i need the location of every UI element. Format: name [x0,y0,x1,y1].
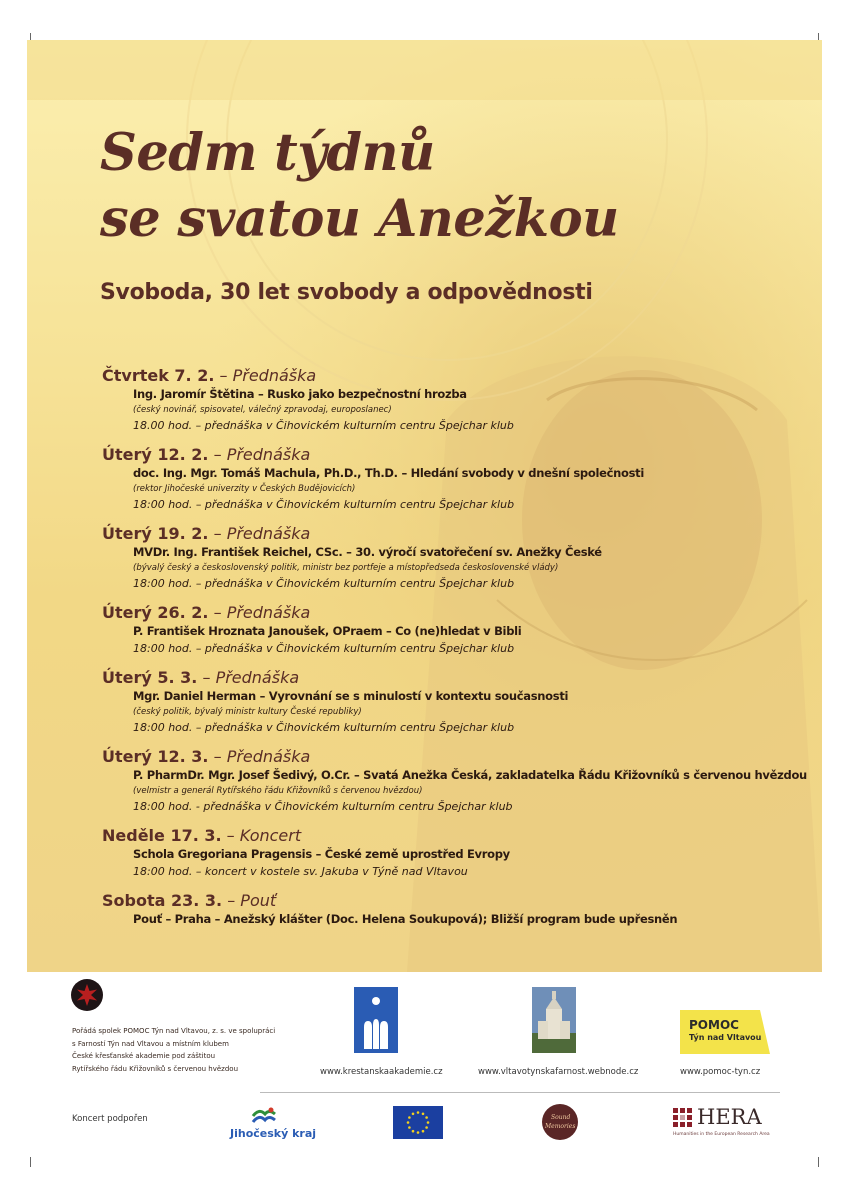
event-type: Pouť [240,891,277,910]
event-type: Přednáška [226,747,311,766]
event-speaker-topic: doc. Ing. Mgr. Tomáš Machula, Ph.D., Th.D. – Hledání svobody v dnešní společnosti [133,466,644,480]
hera-tagline: Humanities in the European Research Area [673,1132,770,1137]
event-time-place: 18:00 hod. - přednáška v Čihovickém kulturním centru Špejchar klub [133,800,513,813]
hera-logo-mark [673,1108,693,1128]
event-item [102,523,817,593]
church-photo-logo [532,987,576,1053]
event-item [102,667,817,737]
pomoc-logo-title: POMOC [689,1018,739,1032]
event-dash: – [219,366,228,385]
event-speaker-topic: Schola Gregoriana Pragensis – České země uprostřed Evropy [133,847,510,861]
cka-logo [354,987,398,1053]
event-speaker-topic: MVDr. Ing. František Reichel, CSc. – 30. výročí svatořečení sv. Anežky České [133,545,602,559]
pomoc-url[interactable]: www.pomoc-tyn.cz [680,1067,761,1077]
cka-url[interactable]: www.krestanskaakademie.cz [320,1067,443,1077]
event-item [102,365,817,435]
event-heading [102,602,817,623]
organizer-line: Pořádá spolek POMOC Týn nad Vltavou, z. s. ve spolupráci [72,1027,276,1035]
event-date: Úterý 19. 2. [102,524,209,543]
event-dash: – [202,668,211,687]
footer [0,972,848,1200]
farnost-url[interactable]: www.vltavotynskafarnost.webnode.cz [478,1067,639,1077]
event-item [102,602,817,658]
eu-flag-logo [393,1106,443,1139]
event-dash: – [227,891,236,910]
event-speaker-topic: Ing. Jaromír Štětina – Rusko jako bezpečnostní hrozba [133,387,467,401]
event-time-place: 18:00 hod. – přednáška v Čihovickém kulturním centru Špejchar klub [133,642,515,655]
organizer-text [72,1025,275,1075]
jihocesky-kraj-label: Jihočeský kraj [230,1127,317,1140]
event-heading [102,365,817,386]
event-time-place: 18:00 hod. – přednáška v Čihovickém kulturním centru Špejchar klub [133,721,515,734]
subtitle: Svoboda, 30 let svobody a odpovědnosti [100,280,593,305]
event-dash: – [213,445,222,464]
event-type: Přednáška [226,603,311,622]
event-type: Koncert [239,826,302,845]
event-type: Přednáška [215,668,300,687]
event-dash: – [213,603,222,622]
event-item [102,746,817,816]
event-date: Čtvrtek 7. 2. [102,366,215,385]
title-line-1: Sedm týdnů [100,123,435,183]
event-speaker-note: (rektor Jihočeské univerzity v Českých Budějovicích) [133,484,356,494]
pomoc-logo-subtitle: Týn nad Vltavou [689,1033,762,1042]
event-type: Přednáška [226,524,311,543]
event-list [102,365,817,937]
event-speaker-note: (český novinář, spisovatel, válečný zpravodaj, europoslanec) [133,405,392,415]
event-time-place: 18.00 hod. – přednáška v Čihovickém kulturním centru Špejchar klub [133,419,514,432]
event-speaker-topic: P. PharmDr. Mgr. Josef Šedivý, O.Cr. – Svatá Anežka Česká, zakladatelka Řádu Křižovníků s červenou hvězdou [133,768,807,782]
title-line-2: se svatou Anežkou [100,189,619,249]
event-heading [102,667,817,688]
event-item [102,444,817,514]
event-item [102,890,817,928]
pomoc-logo-background [680,1010,772,1054]
event-speaker-note: (český politik, bývalý ministr kultury České republiky) [133,707,362,717]
event-item [102,825,817,881]
organizer-line: Rytířského řádu Křižovníků s červenou hvězdou [72,1064,239,1073]
event-date: Sobota 23. 3. [102,891,223,910]
hera-name: HERA [697,1105,762,1129]
event-date: Neděle 17. 3. [102,826,222,845]
event-speaker-note: (velmistr a generál Rytířského řádu Křižovníků s červenou hvězdou) [133,786,423,796]
event-heading [102,523,817,544]
event-speaker-note: (bývalý český a československý politik, ministr bez portfeje a místopředseda československé vlády) [133,563,559,573]
event-date: Úterý 5. 3. [102,668,198,687]
event-speaker-topic: Mgr. Daniel Herman – Vyrovnání se s minulostí v kontextu současnosti [133,689,569,703]
event-heading [102,746,817,767]
sound-logo-line1: Sound [551,1114,571,1121]
jihocesky-kraj-logo-mark [251,1106,277,1128]
event-heading [102,825,817,846]
organizer-line: České křesťanské akademie pod záštitou [72,1052,216,1060]
crusaders-cross-logo [70,978,104,1012]
poster [27,40,822,972]
footer-divider [260,1092,780,1093]
organizer-line: s Farností Týn nad Vltavou a místním klubem [72,1039,229,1048]
event-date: Úterý 26. 2. [102,603,209,622]
supported-label: Koncert podpořen [72,1114,148,1124]
event-date: Úterý 12. 2. [102,445,209,464]
event-dash: – [213,524,222,543]
event-type: Přednáška [226,445,311,464]
event-speaker-topic: P. František Hroznata Janoušek, OPraem – Co (ne)hledat v Bibli [133,624,522,638]
page-title [100,120,619,252]
event-heading [102,444,817,465]
event-type: Přednáška [232,366,317,385]
sound-logo-line2: Memories [545,1123,576,1130]
event-heading [102,890,817,911]
event-date: Úterý 12. 3. [102,747,209,766]
event-dash: – [213,747,222,766]
event-time-place: 18:00 hod. – koncert v kostele sv. Jakuba v Týně nad Vltavou [133,865,468,878]
event-speaker-topic: Pouť – Praha – Anežský klášter (Doc. Helena Soukupová); Bližší program bude upřesněn [133,912,678,926]
event-dash: – [226,826,235,845]
event-time-place: 18:00 hod. – přednáška v Čihovickém kulturním centru Špejchar klub [133,577,515,590]
event-time-place: 18:00 hod. – přednáška v Čihovickém kulturním centru Špejchar klub [133,498,515,511]
sound-memories-logo [541,1103,579,1141]
